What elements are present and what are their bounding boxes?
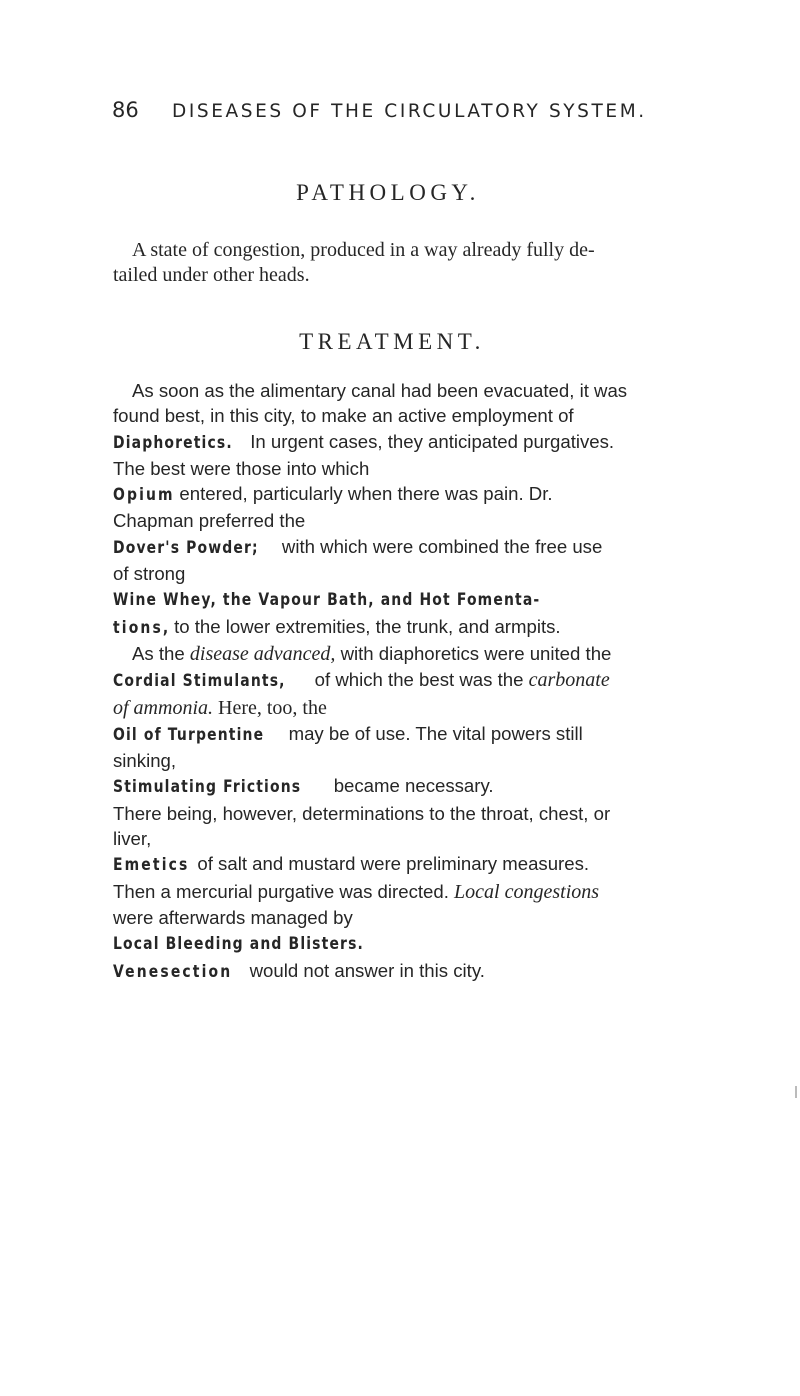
remedy-name: tions,	[113, 617, 171, 638]
text-span: may be of use. The vital powers still	[283, 722, 583, 744]
text-line	[113, 614, 773, 641]
text-line: were afterwards managed by	[113, 906, 353, 928]
remedy-name: Venesection	[113, 961, 233, 982]
text-line	[113, 930, 773, 957]
text-line: As soon as the alimentary canal had been evacuated, it was	[132, 380, 628, 401]
text-span: to the lower extremities, the trunk, and armpits.	[168, 615, 561, 637]
running-title: DISEASES OF THE CIRCULATORY SYSTEM.	[172, 101, 647, 122]
italic-phrase: carbonate	[528, 669, 610, 692]
remedy-name: Local Bleeding and Blisters.	[113, 934, 364, 955]
remedy-name: Wine Whey, the Vapour Bath, and Hot Fomenta-	[113, 590, 541, 611]
text-span: with which were combined the free use	[276, 535, 603, 557]
text-span: As the	[132, 642, 190, 664]
remedy-name: Dover's Powder;	[113, 537, 259, 558]
pathology-paragraph	[113, 238, 773, 289]
text-line: tailed under other heads.	[113, 264, 310, 287]
text-line: liver,	[113, 828, 152, 850]
remedy-name: Oil of Turpentine	[113, 724, 265, 745]
paper-speck	[795, 1086, 797, 1098]
text-line: Chapman preferred the	[113, 510, 306, 532]
pathology-heading: PATHOLOGY.	[296, 180, 480, 205]
remedy-name: Cordial Stimulants,	[113, 671, 286, 692]
text-line: of strong	[113, 563, 186, 585]
text-line	[113, 721, 773, 748]
text-span: In urgent cases, they anticipated purgatives.	[245, 430, 615, 452]
text-span: of which the best was the	[309, 669, 529, 691]
text-line: The best were those into which	[113, 457, 370, 479]
running-head	[112, 98, 712, 123]
text-line	[113, 695, 773, 721]
text-span: Here, too, the	[213, 696, 327, 719]
text-line	[113, 773, 773, 800]
text-line	[113, 534, 773, 561]
text-span: entered, particularly when there was pain. Dr.	[174, 483, 553, 505]
page-number: 86	[112, 98, 139, 122]
italic-phrase: disease advanced,	[189, 642, 336, 665]
text-line	[113, 641, 773, 667]
text-line	[113, 667, 773, 694]
italic-phrase: of ammonia.	[113, 696, 213, 719]
text-line	[113, 879, 773, 905]
text-line: There being, however, determinations to the throat, chest, or	[113, 802, 611, 824]
text-line	[113, 481, 773, 508]
text-span: would not answer in this city.	[244, 959, 485, 981]
remedy-name: Emetics	[113, 855, 190, 876]
text-line	[113, 851, 773, 878]
text-span: Then a mercurial purgative was directed.	[113, 880, 455, 902]
text-span: became necessary.	[328, 775, 494, 797]
text-span: with diaphoretics were united the	[335, 642, 612, 664]
remedy-name: Stimulating Frictions	[113, 777, 302, 798]
italic-phrase: Local congestions	[454, 880, 600, 903]
treatment-paragraph	[113, 378, 773, 985]
text-line	[113, 586, 773, 613]
text-line: sinking,	[113, 750, 177, 772]
text-line	[113, 429, 773, 456]
remedy-name: Opium	[113, 485, 175, 506]
text-line	[113, 958, 773, 985]
text-span: of salt and mustard were preliminary measures.	[192, 853, 590, 875]
text-line: A state of congestion, produced in a way already fully de-	[132, 239, 595, 261]
remedy-name: Diaphoretics.	[113, 432, 233, 453]
treatment-heading: TREATMENT.	[299, 329, 485, 354]
text-line: found best, in this city, to make an active employment of	[113, 405, 574, 427]
